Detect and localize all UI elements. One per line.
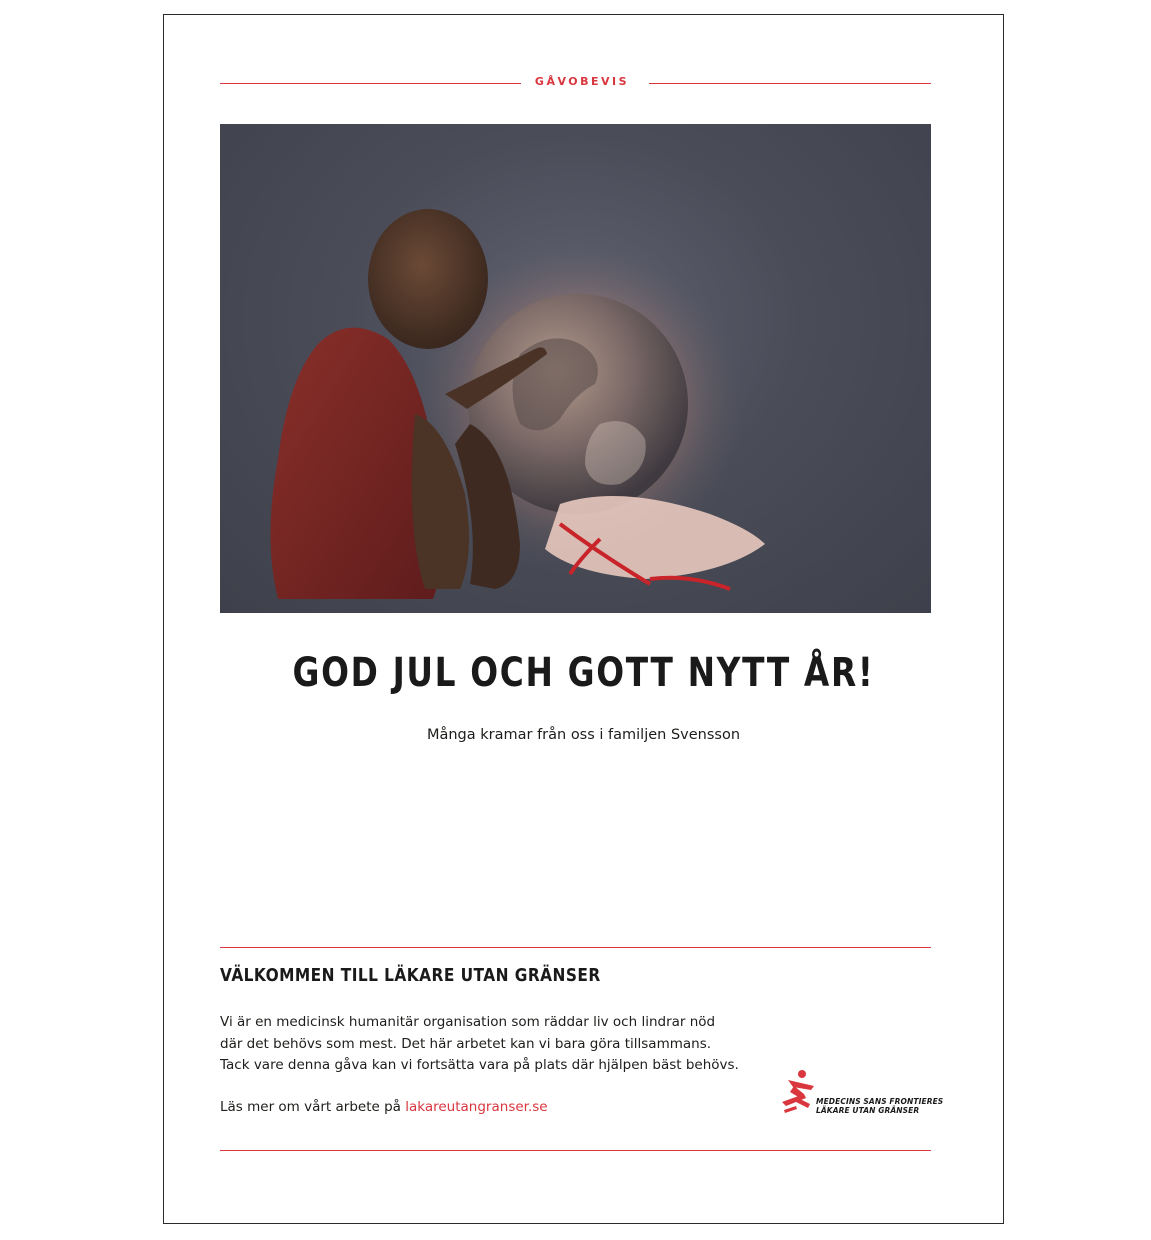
section-rule-bottom xyxy=(220,1150,931,1151)
website-link[interactable]: lakareutangranser.se xyxy=(405,1099,548,1115)
section-rule-top xyxy=(220,947,931,948)
msf-logo-text xyxy=(816,1097,943,1115)
msf-logo xyxy=(780,1068,944,1118)
christmas-illustration xyxy=(220,124,931,613)
body-line-1: Vi är en medicinsk humanitär organisation som räddar liv och lindrar nöd xyxy=(220,1014,716,1030)
header-rule-left xyxy=(220,83,521,84)
read-more-line xyxy=(220,1099,548,1115)
body-line-2: där det behövs som mest. Det här arbetet kan vi bara göra tillsammans. xyxy=(220,1035,712,1052)
welcome-title: VÄLKOMMEN TILL LÄKARE UTAN GRÄNSER xyxy=(220,966,601,986)
header-label: GÅVOBEVIS xyxy=(534,75,630,88)
logo-line-1: MEDECINS SANS FRONTIERES xyxy=(816,1097,944,1106)
header-rule-right xyxy=(649,83,931,84)
logo-line-2: LÄKARE UTAN GRÄNSER xyxy=(816,1106,920,1115)
greeting-message: Många kramar från oss i familjen Svensson xyxy=(426,727,741,743)
msf-running-man-icon xyxy=(780,1068,820,1118)
child-head xyxy=(368,209,488,349)
headline: GOD JUL OCH GOTT NYTT ÅR! xyxy=(292,650,875,696)
welcome-body xyxy=(220,1012,740,1077)
body-line-3: Tack vare denna gåva kan vi fortsätta vara på plats där hjälpen bäst behövs. xyxy=(220,1057,739,1073)
read-more-prefix: Läs mer om vårt arbete på xyxy=(220,1099,406,1115)
